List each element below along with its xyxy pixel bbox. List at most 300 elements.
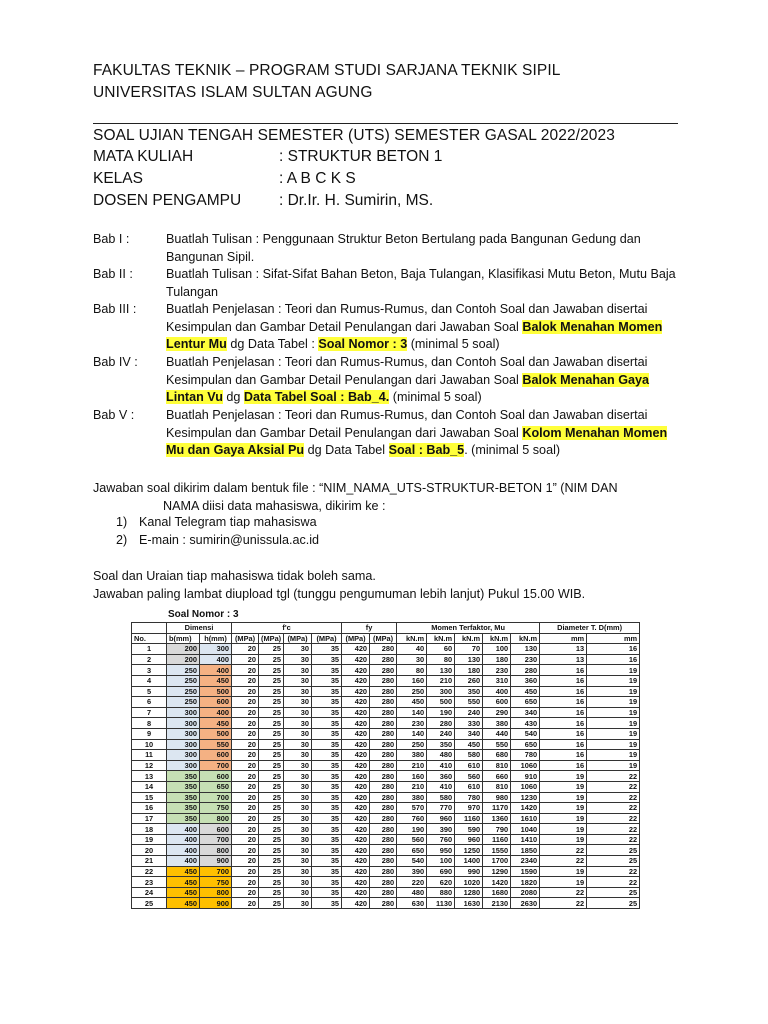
table-cell: 100 (483, 644, 511, 655)
table-cell: 420 (342, 665, 370, 676)
table-cell: 240 (455, 707, 483, 718)
table-cell: 20 (232, 803, 259, 814)
table-cell: 25 (259, 834, 284, 845)
table-cell: 420 (342, 707, 370, 718)
table-cell: 280 (370, 739, 397, 750)
table-cell: 910 (511, 771, 540, 782)
table-cell: 30 (284, 877, 312, 888)
table-cell: 130 (511, 644, 540, 655)
table-cell: 190 (427, 707, 455, 718)
table-cell: 650 (200, 781, 232, 792)
table-cell: 20 (232, 781, 259, 792)
table-cell: 140 (397, 707, 427, 718)
table-cell: 190 (397, 824, 427, 835)
bab-2-text: Buatlah Tulisan : Sifat-Sifat Bahan Beton, Baja Tulangan, Klasifikasi Mutu Beton, Mutu Baja Tulangan (166, 267, 676, 299)
table-unit-header: h(mm) (200, 633, 232, 644)
table-cell: 30 (284, 898, 312, 909)
table-cell: 1290 (483, 866, 511, 877)
table-cell: 230 (483, 665, 511, 676)
bab-5-text-a: Buatlah Penjelasan : Teori dan Rumus-Rumus, dan Contoh Soal dan Jawaban disertai Kesimpulan dan Gambar Detail Penulangan dari Jawaban Soal (166, 408, 648, 440)
table-cell: 800 (200, 887, 232, 898)
table-cell: 35 (312, 644, 342, 655)
bab-3-label: Bab III : (93, 302, 137, 316)
table-cell: 990 (455, 866, 483, 877)
course-label: MATA KULIAH (93, 148, 194, 165)
table-cell: 210 (427, 675, 455, 686)
table-cell: 35 (312, 877, 342, 888)
submission-instructions (93, 480, 683, 515)
table-cell: 25 (259, 792, 284, 803)
table-row (132, 760, 640, 771)
table-cell: 280 (370, 898, 397, 909)
table-row (132, 718, 640, 729)
table-cell: 16 (540, 707, 587, 718)
table-cell: 35 (312, 739, 342, 750)
table-cell: 24 (132, 887, 167, 898)
table-cell: 310 (483, 675, 511, 686)
table-cell: 14 (132, 781, 167, 792)
course-row (93, 148, 683, 168)
table-cell: 30 (284, 675, 312, 686)
table-cell: 20 (232, 644, 259, 655)
bab-3-highlight-topic: Balok Menahan Momen Lentur Mu (166, 319, 663, 352)
table-cell: 80 (427, 654, 455, 665)
table-cell: 420 (342, 675, 370, 686)
table-cell: 810 (483, 781, 511, 792)
table-cell: 650 (511, 697, 540, 708)
table-cell: 280 (370, 697, 397, 708)
table-cell: 25 (259, 675, 284, 686)
table-cell: 620 (427, 877, 455, 888)
table-cell: 750 (200, 877, 232, 888)
table-cell: 35 (312, 792, 342, 803)
table-cell: 20 (232, 739, 259, 750)
table-cell: 280 (370, 887, 397, 898)
table-cell: 35 (312, 856, 342, 867)
table-cell: 960 (427, 813, 455, 824)
table-cell: 16 (587, 654, 640, 665)
table-cell: 60 (427, 644, 455, 655)
table-cell: 240 (427, 728, 455, 739)
table-cell: 30 (284, 824, 312, 835)
table-row (132, 644, 640, 655)
table-cell: 10 (132, 739, 167, 750)
table-cell: 9 (132, 728, 167, 739)
table-cell: 22 (540, 845, 587, 856)
table-cell: 13 (132, 771, 167, 782)
bab-4-text-c: (minimal 5 soal) (389, 390, 482, 405)
bab-3-text (166, 301, 683, 354)
table-cell: 8 (132, 718, 167, 729)
table-cell: 35 (312, 686, 342, 697)
table-group-header-row (132, 623, 640, 634)
bab-2 (93, 266, 683, 301)
table-cell: 16 (540, 675, 587, 686)
table-cell: 22 (587, 824, 640, 835)
table-cell: 400 (167, 856, 200, 867)
table-cell: 100 (427, 856, 455, 867)
table-cell: 35 (312, 898, 342, 909)
table-cell: 35 (312, 728, 342, 739)
table-row (132, 654, 640, 665)
table-cell: 35 (312, 834, 342, 845)
table-row (132, 771, 640, 782)
table-cell: 500 (200, 686, 232, 697)
table-cell: 340 (455, 728, 483, 739)
table-row (132, 898, 640, 909)
table-cell: 35 (312, 813, 342, 824)
table-cell: 610 (455, 781, 483, 792)
table-cell: 1590 (511, 866, 540, 877)
table-cell: 19 (540, 792, 587, 803)
table-cell: 20 (232, 665, 259, 676)
bab-5-label: Bab V : (93, 408, 135, 422)
table-cell: 250 (167, 697, 200, 708)
table-cell: 250 (167, 686, 200, 697)
bab-5-highlight-topic: Kolom Menahan Momen Mu dan Gaya Aksial Pu (166, 425, 668, 458)
table-cell: 20 (132, 845, 167, 856)
table-cell: 30 (284, 665, 312, 676)
table-cell: 1020 (455, 877, 483, 888)
table-cell: 16 (132, 803, 167, 814)
table-cell: 5 (132, 686, 167, 697)
lecturer-value: : Dr.Ir. H. Sumirin, MS. (279, 192, 434, 209)
table-cell: 30 (284, 845, 312, 856)
table-cell: 360 (511, 675, 540, 686)
table-cell: 35 (312, 845, 342, 856)
table-cell: 450 (511, 686, 540, 697)
table-cell: 30 (284, 803, 312, 814)
table-cell: 420 (342, 750, 370, 761)
table-cell: 700 (200, 834, 232, 845)
table-cell: 760 (427, 834, 455, 845)
table-cell: 280 (511, 665, 540, 676)
table-cell: 480 (427, 750, 455, 761)
table-cell: 630 (397, 898, 427, 909)
table-cell: 20 (232, 856, 259, 867)
class-value: : A B C K S (279, 170, 356, 187)
table-cell: 25 (259, 803, 284, 814)
table-row (132, 675, 640, 686)
table-unit-header: (MPa) (370, 633, 397, 644)
bab-4-text (166, 354, 683, 407)
bab-5-text (166, 407, 683, 460)
table-cell: 420 (342, 686, 370, 697)
table-cell: 500 (427, 697, 455, 708)
bab-3-text-a: Buatlah Penjelasan : Teori dan Rumus-Rumus, dan Contoh Soal dan Jawaban disertai Kesimpulan dan Gambar Detail Penulangan dari Jawaban Soal (166, 302, 648, 334)
table-cell: 19 (587, 750, 640, 761)
table-cell: 180 (483, 654, 511, 665)
table-cell: 210 (397, 760, 427, 771)
table-cell: 290 (483, 707, 511, 718)
table-cell: 22 (587, 781, 640, 792)
table-cell: 600 (200, 750, 232, 761)
table-cell: 35 (312, 718, 342, 729)
table-cell: 1610 (511, 813, 540, 824)
table-cell: 19 (540, 824, 587, 835)
table-cell: 450 (167, 887, 200, 898)
table-cell: 22 (540, 856, 587, 867)
table-cell: 300 (427, 686, 455, 697)
table-cell: 130 (427, 665, 455, 676)
table-cell: 35 (312, 781, 342, 792)
table-cell: 410 (427, 781, 455, 792)
table-cell: 350 (167, 771, 200, 782)
class-row (93, 170, 683, 190)
table-cell: 780 (455, 792, 483, 803)
bab-4-text-b: dg (222, 390, 244, 405)
table-cell: 19 (540, 834, 587, 845)
table-cell: 350 (455, 686, 483, 697)
table-cell: 19 (540, 771, 587, 782)
table-cell: 130 (455, 654, 483, 665)
table-cell: 1230 (511, 792, 540, 803)
table-row (132, 739, 640, 750)
table-cell: 20 (232, 654, 259, 665)
table-cell: 280 (370, 834, 397, 845)
table-cell: 25 (132, 898, 167, 909)
table-cell: 3 (132, 665, 167, 676)
table-cell: 330 (455, 718, 483, 729)
table-cell: 2630 (511, 898, 540, 909)
table-unit-header: b(mm) (167, 633, 200, 644)
table-cell: 220 (397, 877, 427, 888)
table-cell: 280 (370, 781, 397, 792)
table-cell: 19 (540, 803, 587, 814)
table-cell: 30 (284, 718, 312, 729)
table-cell: 250 (397, 739, 427, 750)
table-cell: 19 (540, 866, 587, 877)
table-cell: 280 (370, 654, 397, 665)
table-cell: 20 (232, 675, 259, 686)
table-row (132, 824, 640, 835)
list-item (116, 533, 319, 547)
table-cell: 20 (232, 771, 259, 782)
table-cell: 420 (342, 834, 370, 845)
table-cell: 35 (312, 887, 342, 898)
table-row (132, 686, 640, 697)
table-cell: 280 (370, 856, 397, 867)
table-cell: 30 (284, 771, 312, 782)
table-cell: 19 (587, 718, 640, 729)
table-cell: 420 (342, 697, 370, 708)
table-cell: 600 (200, 697, 232, 708)
table-unit-header: No. (132, 633, 167, 644)
table-cell: 700 (200, 866, 232, 877)
table-cell: 650 (397, 845, 427, 856)
table-cell: 160 (397, 675, 427, 686)
table-cell: 16 (540, 697, 587, 708)
table-cell: 700 (200, 760, 232, 771)
table-cell: 25 (259, 771, 284, 782)
table-cell: 280 (370, 728, 397, 739)
table-cell: 540 (511, 728, 540, 739)
table-cell: 280 (370, 866, 397, 877)
table-cell: 380 (483, 718, 511, 729)
table-row (132, 813, 640, 824)
table-cell: 25 (587, 845, 640, 856)
table-row (132, 887, 640, 898)
table-cell: 30 (284, 750, 312, 761)
table-cell: 30 (284, 834, 312, 845)
table-header-blank (132, 623, 167, 634)
table-cell: 950 (427, 845, 455, 856)
table-cell: 19 (587, 665, 640, 676)
table-cell: 1250 (455, 845, 483, 856)
table-cell: 280 (370, 877, 397, 888)
header-divider (93, 123, 678, 124)
table-cell: 20 (232, 887, 259, 898)
table-cell: 480 (397, 887, 427, 898)
table-cell: 25 (259, 898, 284, 909)
table-cell: 550 (455, 697, 483, 708)
table-cell: 19 (587, 697, 640, 708)
table-cell: 21 (132, 856, 167, 867)
table-cell: 25 (259, 887, 284, 898)
table-cell: 30 (284, 739, 312, 750)
table-cell: 40 (397, 644, 427, 655)
table-cell: 420 (342, 718, 370, 729)
table-header-fc: f'c (232, 623, 342, 634)
table-cell: 200 (167, 644, 200, 655)
table-cell: 300 (200, 644, 232, 655)
table-cell: 580 (427, 792, 455, 803)
table-header-dimensi: Dimensi (167, 623, 232, 634)
data-table (131, 622, 639, 909)
table-cell: 25 (259, 665, 284, 676)
table-cell: 280 (370, 760, 397, 771)
table-cell: 300 (167, 750, 200, 761)
table-cell: 350 (167, 792, 200, 803)
table-cell: 18 (132, 824, 167, 835)
bab-1-label: Bab I : (93, 232, 130, 246)
table-cell: 20 (232, 834, 259, 845)
table-cell: 25 (259, 750, 284, 761)
lecturer-row (93, 192, 683, 212)
table-cell: 22 (540, 898, 587, 909)
table-cell: 450 (200, 718, 232, 729)
table-cell: 660 (483, 771, 511, 782)
table-cell: 780 (511, 750, 540, 761)
table-cell: 19 (587, 707, 640, 718)
table-cell: 550 (483, 739, 511, 750)
table-cell: 600 (483, 697, 511, 708)
table-cell: 180 (455, 665, 483, 676)
table-cell: 25 (259, 697, 284, 708)
table-cell: 25 (587, 856, 640, 867)
table-cell: 760 (397, 813, 427, 824)
table-cell: 25 (259, 866, 284, 877)
table-cell: 280 (370, 771, 397, 782)
table-cell: 440 (483, 728, 511, 739)
table-cell: 420 (342, 877, 370, 888)
table-cell: 19 (587, 686, 640, 697)
table-cell: 20 (232, 792, 259, 803)
table-cell: 25 (259, 707, 284, 718)
table-cell: 22 (587, 866, 640, 877)
table-unit-header: kN.m (427, 633, 455, 644)
table-cell: 970 (455, 803, 483, 814)
table-cell: 23 (132, 877, 167, 888)
table-cell: 280 (370, 824, 397, 835)
table-cell: 19 (540, 813, 587, 824)
table-cell: 25 (259, 781, 284, 792)
table-cell: 420 (342, 866, 370, 877)
table-cell: 560 (397, 834, 427, 845)
note-deadline: Jawaban paling lambat diupload tgl (tunggu pengumuman lebih lanjut) Pukul 15.00 WIB. (93, 587, 586, 601)
list-item-number: 1) (116, 515, 128, 529)
list-item (116, 515, 317, 529)
table-cell: 280 (370, 813, 397, 824)
table-cell: 22 (587, 877, 640, 888)
table-cell: 410 (427, 760, 455, 771)
table-cell: 16 (540, 686, 587, 697)
lecturer-label: DOSEN PENGAMPU (93, 192, 242, 209)
table-cell: 400 (167, 834, 200, 845)
table-cell: 280 (370, 803, 397, 814)
table-cell: 1420 (511, 803, 540, 814)
table-unit-header-row (132, 633, 640, 644)
table-cell: 22 (587, 803, 640, 814)
table-cell: 22 (587, 834, 640, 845)
table-cell: 560 (455, 771, 483, 782)
table-cell: 20 (232, 686, 259, 697)
table-cell: 650 (511, 739, 540, 750)
table-header-mu: Momen Terfaktor, Mu (397, 623, 540, 634)
table-cell: 7 (132, 707, 167, 718)
table-cell: 420 (342, 845, 370, 856)
table-cell: 35 (312, 824, 342, 835)
table-cell: 35 (312, 675, 342, 686)
table-cell: 16 (540, 718, 587, 729)
table-cell: 580 (455, 750, 483, 761)
bab-3-text-c: (minimal 5 soal) (407, 337, 500, 352)
university-heading: UNIVERSITAS ISLAM SULTAN AGUNG (93, 84, 373, 101)
table-caption: Soal Nomor : 3 (168, 609, 239, 620)
table-cell: 25 (259, 739, 284, 750)
table-cell: 20 (232, 750, 259, 761)
bab-2-label: Bab II : (93, 267, 133, 281)
table-cell: 1850 (511, 845, 540, 856)
table-cell: 1400 (455, 856, 483, 867)
table-cell: 260 (455, 675, 483, 686)
table-cell: 430 (511, 718, 540, 729)
submission-line-2: NAMA diisi data mahasiswa, dikirim ke : (163, 498, 386, 513)
table-header-diameter: Diameter T. D(mm) (540, 623, 640, 634)
bab-4-highlight-topic: Balok Menahan Gaya Lintan Vu (166, 372, 650, 405)
exam-title: SOAL UJIAN TENGAH SEMESTER (UTS) SEMESTER GASAL 2022/2023 (93, 127, 615, 144)
table-cell: 22 (587, 792, 640, 803)
table-cell: 420 (342, 771, 370, 782)
bab-4-text-a: Buatlah Penjelasan : Teori dan Rumus-Rumus, dan Contoh Soal dan Jawaban disertai Kesimpulan dan Gambar Detail Penulangan dari Jawaban Soal (166, 355, 648, 387)
table-cell: 35 (312, 654, 342, 665)
note-unique: Soal dan Uraian tiap mahasiswa tidak boleh sama. (93, 569, 376, 583)
table-cell: 680 (483, 750, 511, 761)
table-cell: 80 (397, 665, 427, 676)
table-cell: 1700 (483, 856, 511, 867)
table-cell: 420 (342, 739, 370, 750)
table-cell: 420 (342, 760, 370, 771)
table-cell: 250 (397, 686, 427, 697)
table-cell: 30 (284, 813, 312, 824)
table-cell: 20 (232, 697, 259, 708)
table-cell: 1 (132, 644, 167, 655)
table-cell: 17 (132, 813, 167, 824)
table-cell: 140 (397, 728, 427, 739)
table-cell: 35 (312, 771, 342, 782)
table-cell: 20 (232, 707, 259, 718)
table-unit-header: kN.m (483, 633, 511, 644)
